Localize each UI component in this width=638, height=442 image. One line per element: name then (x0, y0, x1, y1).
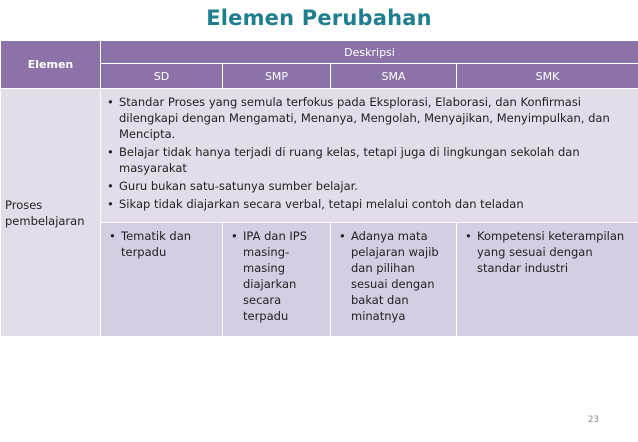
slide-title: Elemen Perubahan (206, 6, 432, 30)
description-cell (101, 89, 638, 223)
bullet-icon: • (465, 229, 472, 243)
header-level-sma: SMA (331, 64, 457, 89)
header-level-smp: SMP (223, 64, 331, 89)
list-item: • Kompetensi keterampilan yang sesuai dengan standar industri (465, 229, 625, 275)
header-elemen: Elemen (1, 41, 101, 89)
list-item: • Standar Proses yang semula terfokus pada Eksplorasi, Elaborasi, dan Konfirmasi dilengkapi dengan Mengamati, Menanya, Mengolah, Menyajikan, Menyimpulkan, dan Mencipta. (107, 95, 610, 141)
list-item: • Guru bukan satu-satunya sumber belajar. (107, 179, 358, 193)
cell-smp (223, 223, 331, 337)
bullet-icon: • (107, 197, 114, 211)
header-deskripsi: Deskripsi (101, 41, 638, 64)
header-level-sd: SD (101, 64, 223, 89)
list-item: • IPA dan IPS masing-masing diajarkan secara terpadu (231, 229, 308, 323)
list-item: • Sikap tidak diajarkan secara verbal, tetapi melalui contoh dan teladan (107, 197, 524, 211)
bullet-icon: • (107, 95, 114, 109)
list-item: • Adanya mata pelajaran wajib dan pilihan sesuai dengan bakat dan minatnya (339, 229, 439, 323)
cell-sd (101, 223, 223, 337)
description-list (107, 94, 632, 212)
cell-smk (457, 223, 638, 337)
change-elements-table (0, 40, 638, 337)
bullet-icon: • (339, 229, 346, 243)
bullet-icon: • (107, 179, 114, 193)
bullet-icon: • (231, 229, 238, 243)
cell-sma (331, 223, 457, 337)
list-item: • Belajar tidak hanya terjadi di ruang kelas, tetapi juga di lingkungan sekolah dan masyarakat (107, 145, 580, 175)
list-item: • Tematik dan terpadu (109, 229, 192, 259)
row-label-proses: Proses pembelajaran (1, 89, 101, 337)
bullet-icon: • (109, 229, 116, 243)
bullet-icon: • (107, 145, 114, 159)
header-level-smk: SMK (457, 64, 638, 89)
page-number: 23 (588, 415, 599, 425)
